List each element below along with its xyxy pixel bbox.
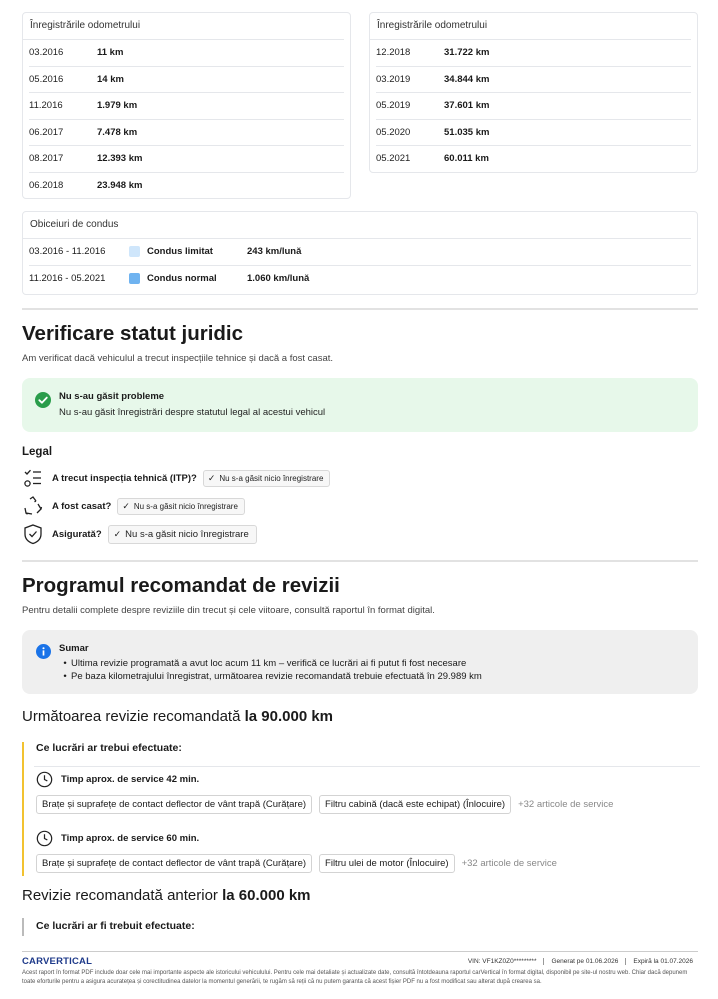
service-time-text: Timp aprox. de service 60 min. (61, 833, 200, 844)
odometer-card-left (22, 12, 351, 199)
habit-color-swatch (129, 273, 140, 284)
summary-item: • Ultima revizie programată a avut loc acum 11 km – verifică ce lucrări ai fi putut fi fost necesare (63, 658, 467, 669)
status-badge (117, 498, 245, 515)
odometer-row (376, 146, 691, 172)
service-item-tag: Filtru ulei de motor (Înlocuire) (319, 854, 455, 873)
habit-color-swatch (129, 246, 140, 257)
next-service-block (22, 742, 700, 876)
odometer-date: 06.2018 (29, 179, 64, 191)
footer-expires: Expiră la 01.07.2026 (625, 958, 700, 965)
odometer-km: 37.601 km (444, 100, 490, 112)
odometer-date: 11.2016 (29, 100, 63, 112)
odometer-list (370, 40, 697, 172)
odometer-date: 05.2019 (376, 100, 411, 112)
legal-row-insured (22, 523, 257, 545)
no-problems-alert (22, 378, 698, 432)
odometer-km: 60.011 km (444, 153, 489, 165)
footer-generated: Generat pe 01.06.2026 (543, 958, 625, 965)
status-badge (203, 470, 331, 487)
shield-check-icon (22, 523, 44, 545)
legal-section-subtitle: Am verificat dacă vehiculul a trecut inspecțiile tehnice și dacă a fost casat. (22, 353, 334, 364)
service-group-42 (36, 771, 613, 814)
summary-item-text: Pe baza kilometrajului înregistrat, următoarea revizie recomandată trebuie efectuată în 29.989 km (71, 671, 482, 682)
section-divider (22, 308, 698, 310)
clock-icon (36, 771, 53, 788)
footer-divider (22, 951, 698, 952)
habit-range: 11.2016 - 05.2021 (29, 272, 106, 284)
service-section-subtitle: Pentru detalii complete despre reviziile din trecut și cele viitoare, consultă raportul în format digital. (22, 605, 435, 616)
service-time-text: Timp aprox. de service 42 min. (61, 774, 200, 785)
previous-service-value: la 60.000 km (222, 887, 311, 904)
odometer-row (376, 120, 691, 147)
legal-row-scrapped (22, 495, 245, 517)
odometer-date: 05.2021 (376, 153, 411, 165)
next-service-value: la 90.000 km (244, 708, 334, 725)
odometer-row (29, 120, 344, 147)
recycle-icon (22, 495, 44, 517)
habit-range: 03.2016 - 11.2016 (29, 246, 106, 258)
previous-service-heading (22, 887, 311, 904)
odometer-km: 23.948 km (97, 179, 143, 191)
more-items-link[interactable]: +32 articole de service (518, 799, 614, 810)
odometer-date: 06.2017 (29, 126, 64, 138)
habit-label: Condus normal (147, 272, 217, 284)
legal-label: Asigurată? (52, 528, 102, 540)
summary-box (22, 630, 698, 694)
checklist-icon (22, 467, 44, 489)
previous-service-prefix: Revizie recomandată anterior (22, 887, 218, 904)
badge-text: Nu s-a găsit nicio înregistrare (133, 501, 238, 511)
odometer-km: 7.478 km (97, 126, 138, 138)
works-title: Ce lucrări ar trebui efectuate: (36, 742, 182, 754)
habit-value: 1.060 km/lună (247, 272, 310, 284)
previous-service-block (22, 918, 700, 936)
odometer-date: 08.2017 (29, 153, 64, 165)
previous-works-title: Ce lucrări ar fi trebuit efectuate: (36, 920, 195, 932)
service-time (36, 830, 557, 847)
service-item-tag: Filtru cabină (dacă este echipat) (Înlocuire) (319, 795, 511, 814)
odometer-row (29, 67, 344, 94)
card-title: Înregistrările odometrului (370, 13, 691, 40)
odometer-row (376, 93, 691, 120)
odometer-km: 14 km (97, 73, 124, 85)
habit-row (29, 266, 691, 292)
odometer-date: 03.2019 (376, 73, 411, 85)
legal-label: A trecut inspecția tehnică (ITP)? (52, 472, 197, 484)
legal-row-itp (22, 467, 330, 489)
odometer-km: 1.979 km (97, 100, 138, 112)
status-badge (108, 525, 257, 544)
odometer-list (23, 40, 350, 198)
odometer-row (29, 93, 344, 120)
habit-value: 243 km/lună (247, 246, 302, 258)
service-item-tag: Brațe și suprafețe de contact deflector de vânt trapă (Curățare) (36, 795, 312, 814)
service-group-60 (36, 830, 557, 873)
info-icon (36, 644, 51, 659)
clock-icon (36, 830, 53, 847)
service-section-title: Programul recomandat de revizii (22, 574, 340, 597)
odometer-date: 05.2016 (29, 73, 64, 85)
carvertical-logo: CARVERTICAL (22, 956, 93, 967)
section-divider (22, 560, 698, 562)
alert-title: Nu s-au găsit probleme (59, 391, 165, 402)
habits-list (23, 239, 697, 291)
habit-row (29, 239, 691, 266)
legal-section-title: Verificare statut juridic (22, 322, 244, 345)
check-icon: ✓ (122, 500, 130, 511)
odometer-km: 31.722 km (444, 47, 490, 59)
odometer-km: 34.844 km (444, 73, 490, 85)
habit-label: Condus limitat (147, 246, 213, 258)
odometer-date: 05.2020 (376, 126, 411, 138)
card-title: Înregistrările odometrului (23, 13, 344, 40)
service-item-tag: Brațe și suprafețe de contact deflector de vânt trapă (Curățare) (36, 854, 312, 873)
footer-disclaimer: Acest raport în format PDF include doar cele mai importante aspecte ale istoricului vehiculului. Pentru cele mai detaliate și actualizate date, consultă întotdeauna raportul carVertical în format digital, disponibil pe site-ul nostru web. Chiar dacă depunem toate eforturile pentru a asigura acuratețea și corectitudinea datelor la momentul generării, te rugăm să reții că nu putem garanta că acest fișier PDF nu a fost modificat sau alterat după crearea sa. (22, 970, 688, 985)
footer-meta (461, 958, 700, 965)
odometer-km: 12.393 km (97, 153, 143, 165)
check-icon: ✓ (207, 472, 216, 483)
card-title: Obiceiuri de condus (23, 212, 691, 239)
odometer-km: 11 km (97, 47, 124, 59)
legal-label: A fost casat? (52, 500, 112, 512)
summary-title: Sumar (59, 643, 89, 654)
odometer-row (376, 40, 691, 67)
odometer-card-right (369, 12, 698, 173)
odometer-km: 51.035 km (444, 126, 490, 138)
badge-text: Nu s-a găsit nicio înregistrare (125, 528, 249, 540)
more-items-link[interactable]: +32 articole de service (461, 858, 557, 869)
works-divider (34, 766, 700, 767)
odometer-row (29, 173, 344, 199)
summary-item: • Pe baza kilometrajului înregistrat, următoarea revizie recomandată trebuie efectuată în 29.989 km (63, 671, 482, 682)
odometer-date: 12.2018 (376, 47, 411, 59)
legal-heading: Legal (22, 446, 53, 458)
footer-vin: VIN: VF1KZ0Z0********* (467, 958, 537, 965)
odometer-row (29, 146, 344, 173)
next-service-heading (22, 708, 333, 725)
driving-habits-card (22, 211, 698, 295)
odometer-row (29, 40, 344, 67)
alert-text: Nu s-au găsit înregistrări despre statutul legal al acestui vehicul (59, 407, 326, 418)
odometer-date: 03.2016 (29, 47, 64, 59)
badge-text: Nu s-a găsit nicio înregistrare (219, 473, 324, 483)
check-icon: ✓ (113, 528, 122, 539)
check-circle-icon (35, 392, 51, 408)
service-time (36, 771, 613, 788)
odometer-row (376, 67, 691, 94)
next-service-prefix: Următoarea revizie recomandată (22, 708, 241, 725)
summary-item-text: Ultima revizie programată a avut loc acum 11 km – verifică ce lucrări ai fi putut fi fost necesare (71, 658, 467, 669)
